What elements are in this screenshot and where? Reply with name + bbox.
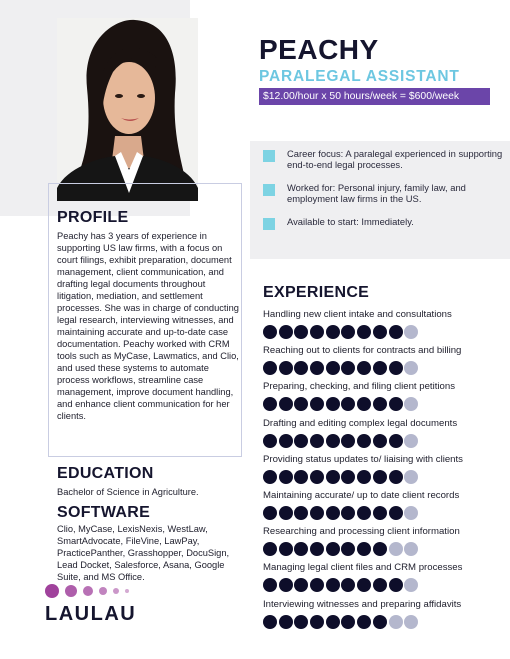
rating-dot-filled: [341, 325, 355, 339]
rating-dot-filled: [357, 542, 371, 556]
rating-dot-filled: [373, 615, 387, 629]
candidate-name: PEACHY: [259, 34, 379, 65]
rating-dot-filled: [373, 578, 387, 592]
rating-dot-empty: [404, 361, 418, 375]
rating-dot-filled: [373, 325, 387, 339]
rating-dot-filled: [279, 325, 293, 339]
logo-dots-icon: [45, 583, 155, 599]
rating-dot-filled: [263, 578, 277, 592]
square-bullet-icon: [263, 218, 275, 230]
rating-dot-filled: [373, 397, 387, 411]
rating-dot-filled: [357, 470, 371, 484]
rating-dot-filled: [310, 578, 324, 592]
rating-dot-filled: [310, 542, 324, 556]
rating-dot-filled: [310, 615, 324, 629]
rating-dot-filled: [263, 470, 277, 484]
rating-dot-filled: [310, 470, 324, 484]
rating-dot-filled: [279, 470, 293, 484]
rating-dot-filled: [373, 542, 387, 556]
profile-title: PROFILE: [57, 209, 129, 226]
rating-dot-filled: [263, 542, 277, 556]
skill-rating: [263, 397, 503, 411]
rating-dot-empty: [404, 578, 418, 592]
rating-dot-filled: [373, 470, 387, 484]
rating-dot-filled: [357, 506, 371, 520]
rating-dot-filled: [341, 434, 355, 448]
fact-text: Career focus: A paralegal experienced in supporting end-to-end legal processes.: [287, 148, 503, 170]
rating-dot-filled: [326, 325, 340, 339]
rating-dot-filled: [279, 615, 293, 629]
skill-row: [263, 454, 503, 490]
skill-rating: [263, 361, 503, 375]
rating-dot-filled: [357, 325, 371, 339]
rating-dot-filled: [294, 361, 308, 375]
skill-row: [263, 599, 503, 635]
candidate-role: PARALEGAL ASSISTANT: [259, 68, 460, 85]
skill-label: Preparing, checking, and filing client petitions: [263, 381, 455, 393]
rating-dot-filled: [294, 542, 308, 556]
rating-dot-filled: [294, 470, 308, 484]
rating-dot-filled: [389, 506, 403, 520]
facts-list: [263, 148, 503, 239]
skill-rating: [263, 470, 503, 484]
rating-dot-filled: [279, 361, 293, 375]
skill-rating: [263, 578, 503, 592]
profile-photo: [57, 18, 198, 201]
experience-list: [263, 309, 503, 635]
rating-dot-filled: [357, 361, 371, 375]
skill-label: Managing legal client files and CRM processes: [263, 562, 463, 574]
fact-item: [263, 216, 503, 227]
profile-text: Peachy has 3 years of experience in supporting US law firms, with a focus on court filings, exhibit preparation, document management, client communication, and drafting legal documents throughout litigation, mediation, and settlement processes. She was in charge of conducting legal research, interviewing witnesses, and maintaining accurate and up-to-date case documentation. Peachy worked with CRM tools such as MyCase, Lawmatics, and Clio, and used these systems to automate process workflows, streamline case management, improve document handling, and enhance client communication for her clients.: [57, 231, 239, 421]
fact-item: [263, 182, 503, 204]
skill-label: Drafting and editing complex legal documents: [263, 417, 458, 429]
rating-dot-filled: [310, 397, 324, 411]
education-title: EDUCATION: [57, 465, 154, 482]
skill-row: [263, 490, 503, 526]
education-text: Bachelor of Science in Agriculture.: [57, 487, 199, 497]
rating-dot-filled: [389, 434, 403, 448]
skill-row: [263, 526, 503, 562]
rating-dot-filled: [326, 434, 340, 448]
rating-dot-filled: [341, 542, 355, 556]
rating-dot-filled: [373, 361, 387, 375]
rating-dot-filled: [279, 397, 293, 411]
rating-dot-filled: [294, 397, 308, 411]
square-bullet-icon: [263, 184, 275, 196]
rating-dot-filled: [310, 506, 324, 520]
rating-dot-filled: [357, 397, 371, 411]
rating-dot-filled: [326, 361, 340, 375]
skill-row: [263, 345, 503, 381]
rating-dot-filled: [279, 506, 293, 520]
software-text: Clio, MyCase, LexisNexis, WestLaw, SmartAdvocate, FileVine, LawPay, PracticePanther, Grasshopper, DocuSign, Lead Docket, Salesforce, Asana, Google Suite, and MS Office.: [57, 524, 230, 582]
rating-dot-filled: [389, 397, 403, 411]
fact-item: [263, 148, 503, 170]
software-title: SOFTWARE: [57, 504, 151, 521]
rating-dot-filled: [294, 578, 308, 592]
rating-dot-filled: [263, 325, 277, 339]
rating-dot-filled: [357, 615, 371, 629]
skill-row: [263, 562, 503, 598]
rating-dot-filled: [279, 578, 293, 592]
fact-text: Available to start: Immediately.: [287, 216, 414, 227]
rating-dot-empty: [389, 615, 403, 629]
rating-dot-empty: [389, 542, 403, 556]
skill-rating: [263, 506, 503, 520]
rating-dot-filled: [357, 578, 371, 592]
rating-dot-filled: [341, 615, 355, 629]
rating-dot-filled: [310, 434, 324, 448]
rate-banner: $12.00/hour x 50 hours/week = $600/week: [259, 88, 490, 105]
logo-text: LAULAU: [45, 603, 137, 625]
skill-label: Reaching out to clients for contracts and billing: [263, 345, 462, 357]
rating-dot-empty: [404, 434, 418, 448]
rating-dot-filled: [389, 361, 403, 375]
rating-dot-filled: [341, 397, 355, 411]
skill-row: [263, 309, 503, 345]
rating-dot-empty: [404, 615, 418, 629]
rating-dot-filled: [341, 578, 355, 592]
rating-dot-filled: [294, 325, 308, 339]
rating-dot-filled: [389, 325, 403, 339]
skill-label: Researching and processing client information: [263, 526, 460, 538]
rating-dot-filled: [294, 434, 308, 448]
rating-dot-filled: [357, 434, 371, 448]
skill-label: Maintaining accurate/ up to date client records: [263, 489, 460, 501]
rating-dot-empty: [404, 325, 418, 339]
skill-label: Interviewing witnesses and preparing affidavits: [263, 598, 462, 610]
skill-rating: [263, 615, 503, 629]
rating-dot-empty: [404, 397, 418, 411]
rating-dot-filled: [263, 361, 277, 375]
rating-dot-filled: [341, 506, 355, 520]
rating-dot-filled: [389, 578, 403, 592]
rating-dot-filled: [373, 506, 387, 520]
rating-dot-filled: [326, 615, 340, 629]
skill-rating: [263, 325, 503, 339]
skill-row: [263, 418, 503, 454]
rating-dot-empty: [404, 542, 418, 556]
square-bullet-icon: [263, 150, 275, 162]
skill-label: Handling new client intake and consultations: [263, 309, 452, 320]
rating-dot-filled: [341, 470, 355, 484]
experience-title: EXPERIENCE: [263, 284, 370, 301]
rating-dot-filled: [294, 506, 308, 520]
rating-dot-filled: [310, 325, 324, 339]
rating-dot-filled: [373, 434, 387, 448]
fact-text: Worked for: Personal injury, family law, and employment law firms in the US.: [287, 182, 466, 204]
rating-dot-filled: [326, 542, 340, 556]
skill-rating: [263, 542, 503, 556]
rating-dot-filled: [389, 470, 403, 484]
company-logo: [45, 583, 155, 625]
rating-dot-filled: [326, 470, 340, 484]
rating-dot-filled: [294, 615, 308, 629]
rating-dot-filled: [326, 397, 340, 411]
rating-dot-filled: [341, 361, 355, 375]
rating-dot-empty: [404, 506, 418, 520]
skill-label: Providing status updates to/ liaising with clients: [263, 453, 463, 465]
skill-row: [263, 381, 503, 417]
skill-rating: [263, 434, 503, 448]
rating-dot-filled: [279, 542, 293, 556]
rating-dot-filled: [263, 397, 277, 411]
rating-dot-filled: [279, 434, 293, 448]
rating-dot-filled: [326, 578, 340, 592]
rating-dot-filled: [263, 615, 277, 629]
rating-dot-filled: [263, 434, 277, 448]
rating-dot-filled: [326, 506, 340, 520]
rating-dot-filled: [263, 506, 277, 520]
rating-dot-filled: [310, 361, 324, 375]
rating-dot-empty: [404, 470, 418, 484]
